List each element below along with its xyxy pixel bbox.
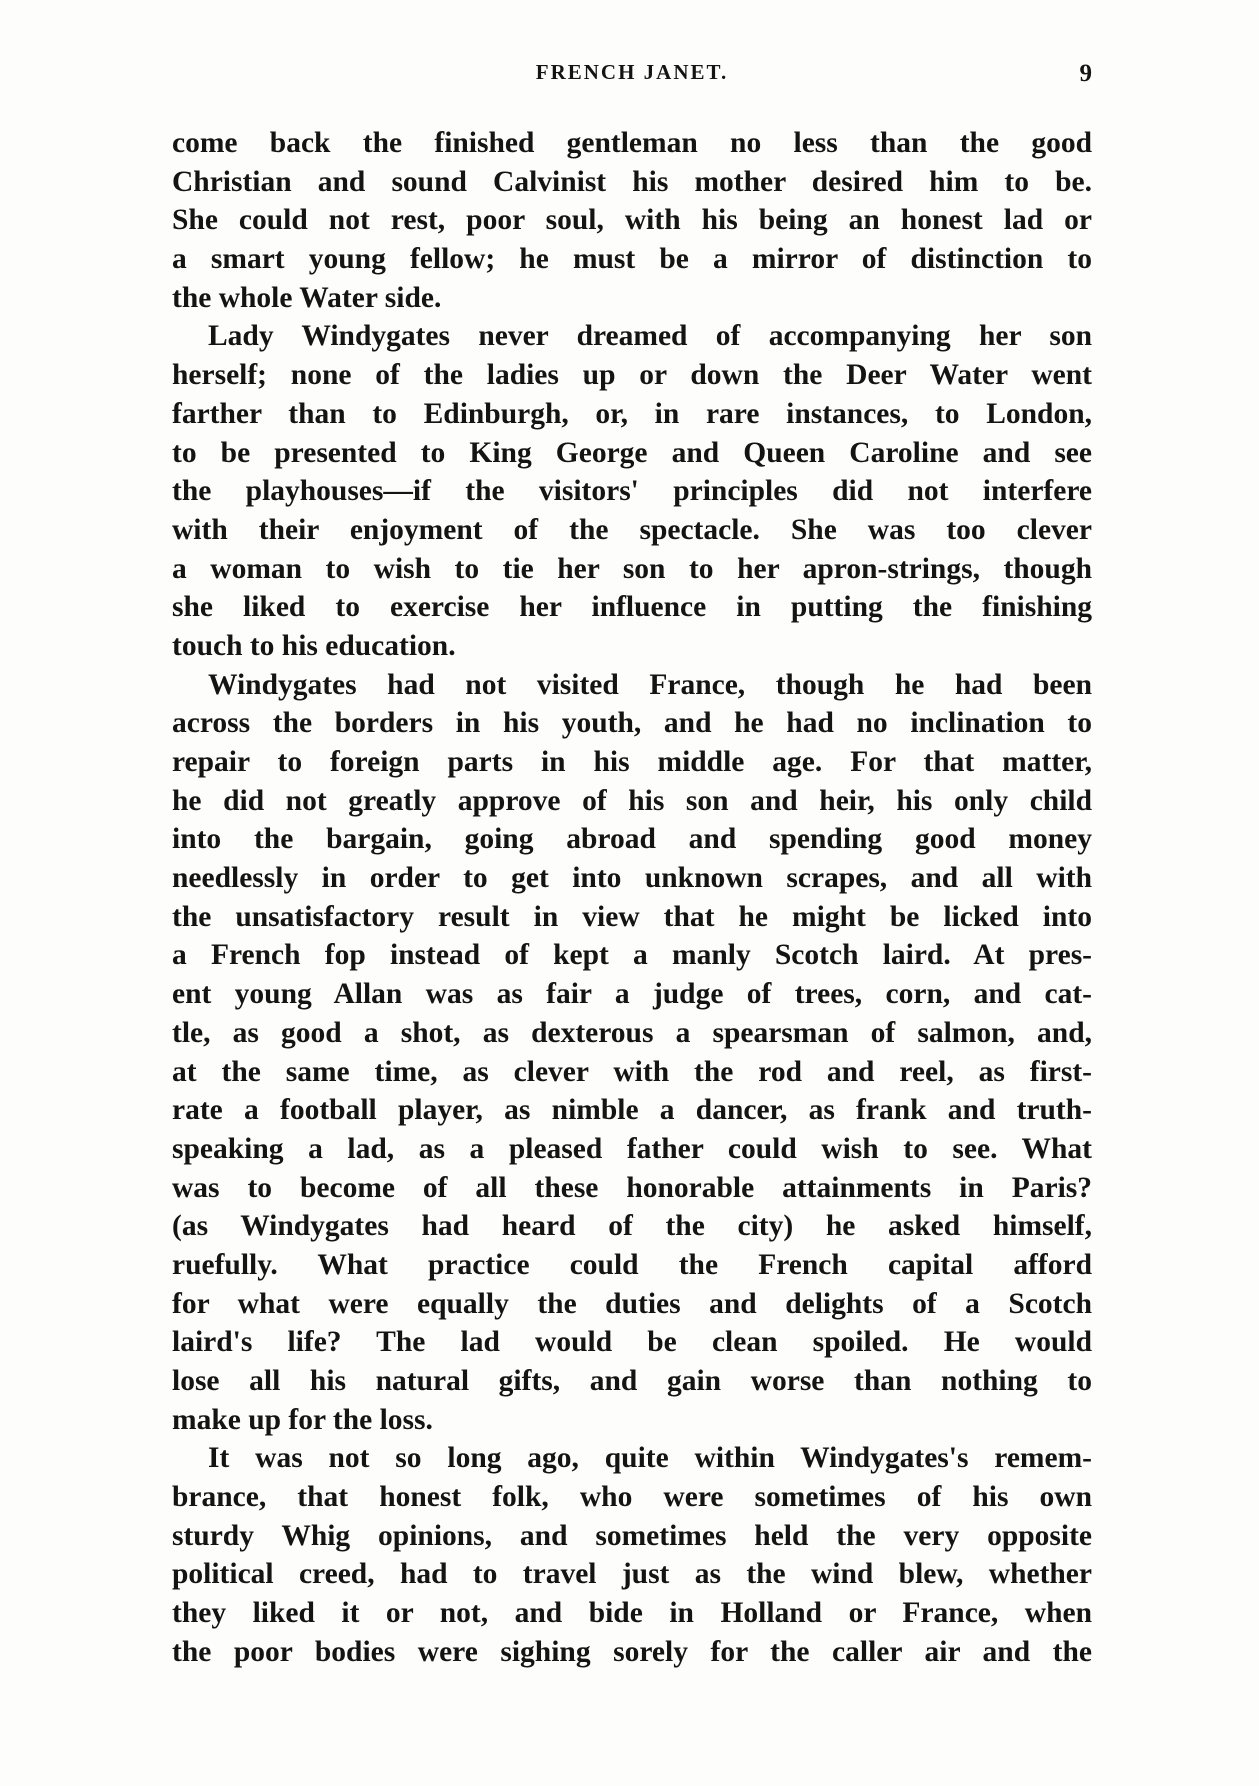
text-line: Lady Windygates never dreamed of accompanying her son <box>208 320 1092 353</box>
text-line: the playhouses—if the visitors' principles did not interfere <box>172 475 1092 508</box>
text-line: tle, as good a shot, as dexterous a spearsman of salmon, and, <box>172 1016 1092 1049</box>
text-line: herself; none of the ladies up or down the Deer Water went <box>172 359 1092 392</box>
text-line: to be presented to King George and Queen Caroline and see <box>172 436 1092 469</box>
text-line: rate a football player, as nimble a dancer, as frank and truth- <box>172 1094 1092 1127</box>
text-line: they liked it or not, and bide in Holland or France, when <box>172 1597 1092 1630</box>
text-line: touch to his education. <box>172 629 456 662</box>
text-line: laird's life? The lad would be clean spoiled. He would <box>172 1326 1092 1359</box>
text-line: he did not greatly approve of his son and heir, his only child <box>172 784 1092 817</box>
text-line: political creed, had to travel just as the wind blew, whether <box>172 1558 1092 1591</box>
text-line: a French fop instead of kept a manly Scotch laird. At pres- <box>172 939 1092 972</box>
text-line: repair to foreign parts in his middle age. For that matter, <box>172 746 1092 778</box>
text-line: lose all his natural gifts, and gain worse than nothing to <box>172 1365 1092 1397</box>
text-line: the unsatisfactory result in view that he might be licked into <box>172 900 1092 933</box>
page-number: 9 <box>1079 60 1092 87</box>
text-line: at the same time, as clever with the rod and reel, as first- <box>172 1055 1092 1088</box>
text-line: across the borders in his youth, and he had no inclination to <box>172 707 1092 740</box>
text-line: needlessly in order to get into unknown scrapes, and all with <box>172 862 1092 895</box>
text-line: for what were equally the duties and delights of a Scotch <box>172 1287 1092 1320</box>
text-line: she liked to exercise her influence in putting the finishing <box>172 591 1092 624</box>
text-line: the poor bodies were sighing sorely for the caller air and the <box>172 1635 1092 1668</box>
text-line: into the bargain, going abroad and spending good money <box>172 823 1092 856</box>
text-line: was to become of all these honorable attainments in Paris? <box>172 1171 1092 1204</box>
running-head <box>172 60 1092 100</box>
running-title: FRENCH JANET. <box>535 60 729 84</box>
text-line: brance, that honest folk, who were sometimes of his own <box>172 1481 1092 1514</box>
text-line: Windygates had not visited France, though he had been <box>208 668 1092 701</box>
text-line: ent young Allan was as fair a judge of trees, corn, and cat- <box>172 978 1092 1011</box>
text-line: farther than to Edinburgh, or, in rare instances, to London, <box>172 397 1092 430</box>
text-line: come back the finished gentleman no less than the good <box>172 127 1092 159</box>
text-line: sturdy Whig opinions, and sometimes held the very opposite <box>172 1519 1092 1552</box>
text-line: It was not so long ago, quite within Windygates's remem- <box>208 1442 1092 1475</box>
text-line: a smart young fellow; he must be a mirror of distinction to <box>172 243 1092 276</box>
text-line: Christian and sound Calvinist his mother desired him to be. <box>172 165 1092 198</box>
text-line: (as Windygates had heard of the city) he asked himself, <box>172 1210 1092 1243</box>
text-line: She could not rest, poor soul, with his being an honest lad or <box>172 204 1092 237</box>
text-line: with their enjoyment of the spectacle. She was too clever <box>172 513 1092 546</box>
body-text <box>172 124 1092 1672</box>
text-line: a woman to wish to tie her son to her apron-strings, though <box>172 552 1092 585</box>
text-line: speaking a lad, as a pleased father could wish to see. What <box>172 1132 1092 1165</box>
text-line: the whole Water side. <box>172 281 442 314</box>
text-line: make up for the loss. <box>172 1403 433 1436</box>
text-line: ruefully. What practice could the French capital afford <box>172 1248 1092 1281</box>
